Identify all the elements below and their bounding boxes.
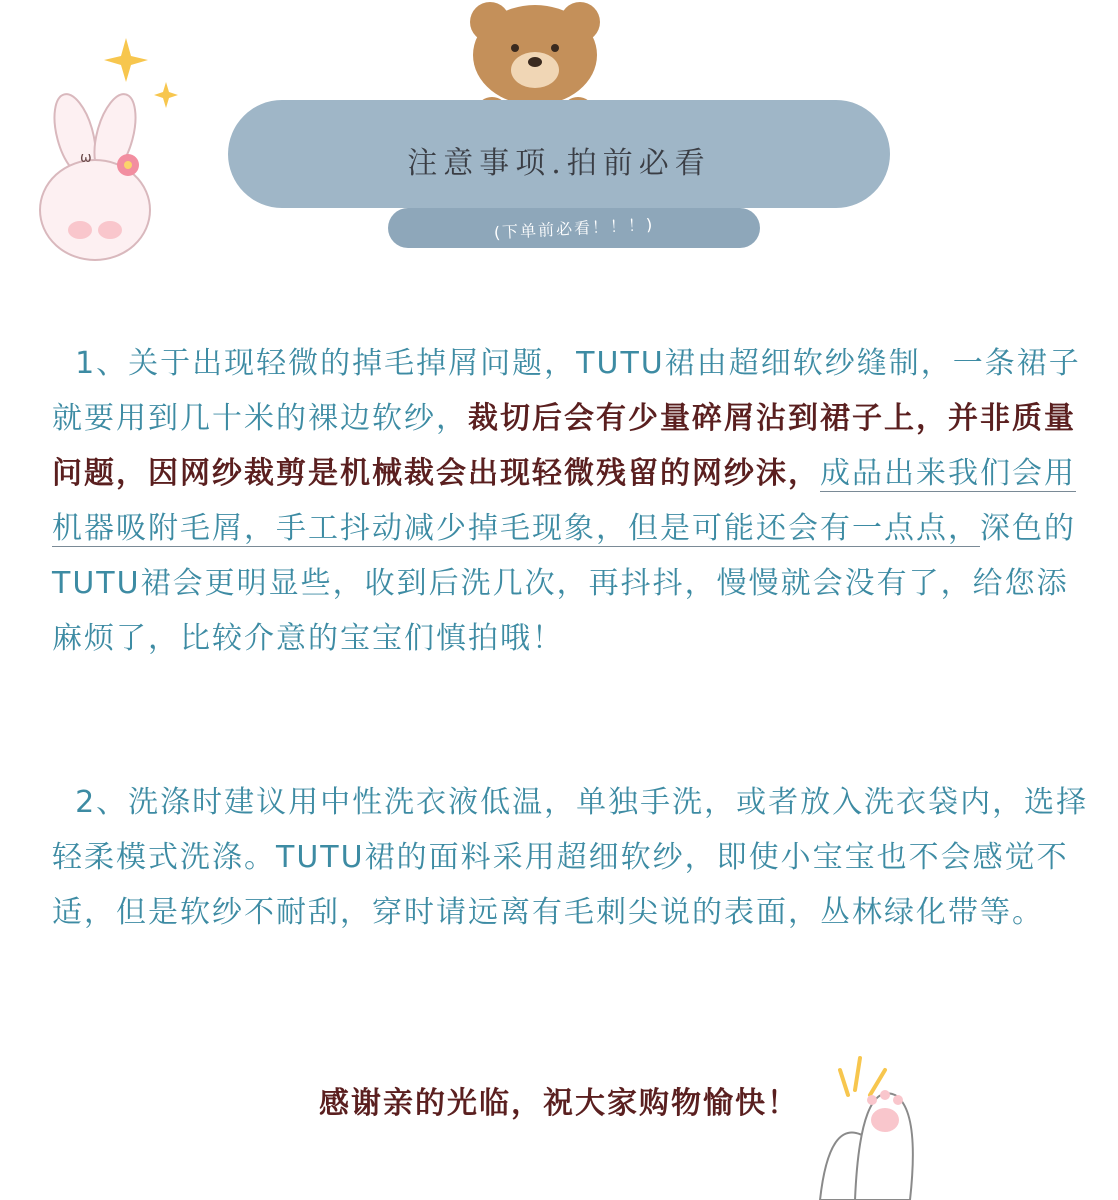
notice-1-underlined: 成品出来我们会用机器吸附毛屑，手工抖动减少掉毛现象，但是可能还会有一点点，	[52, 456, 1076, 546]
header	[0, 0, 1118, 290]
notice-paragraph-2	[52, 775, 1092, 940]
svg-text:ω: ω	[80, 150, 92, 166]
sparkle-icon	[104, 38, 184, 118]
page-title: 注意事项.拍前必看	[407, 146, 711, 181]
page-subtitle: (下单前必看！！！)	[493, 214, 655, 243]
notice-1-emphasis: 裁切后会有少量碎屑沾到裙子上，并非质量问题，因网纱裁剪是机械裁会出现轻微残留的网纱沫，	[52, 401, 1076, 491]
notice-1-intro: 1、关于出现轻微的掉毛掉屑问题，TUTU裙由超细软纱缝制，一条裙子就要用到几十米的裸边软纱，	[52, 346, 1081, 436]
closing-message: 感谢亲的光临，祝大家购物愉快！	[319, 1086, 799, 1121]
waving-paw-icon	[800, 1050, 980, 1200]
notice-2-text: 2、洗涤时建议用中性洗衣液低温，单独手洗，或者放入洗衣袋内，选择轻柔模式洗涤。TUTU裙的面料采用超细软纱，即使小宝宝也不会感觉不适，但是软纱不耐刮，穿时请远离有毛刺尖说的表面，丛林绿化带等。	[52, 785, 1089, 930]
notice-1-outro: 深色的TUTU裙会更明显些，收到后洗几次，再抖抖，慢慢就会没有了，给您添麻烦了，比较介意的宝宝们慎拍哦！	[52, 511, 1076, 656]
notice-paragraph-1	[52, 336, 1092, 666]
